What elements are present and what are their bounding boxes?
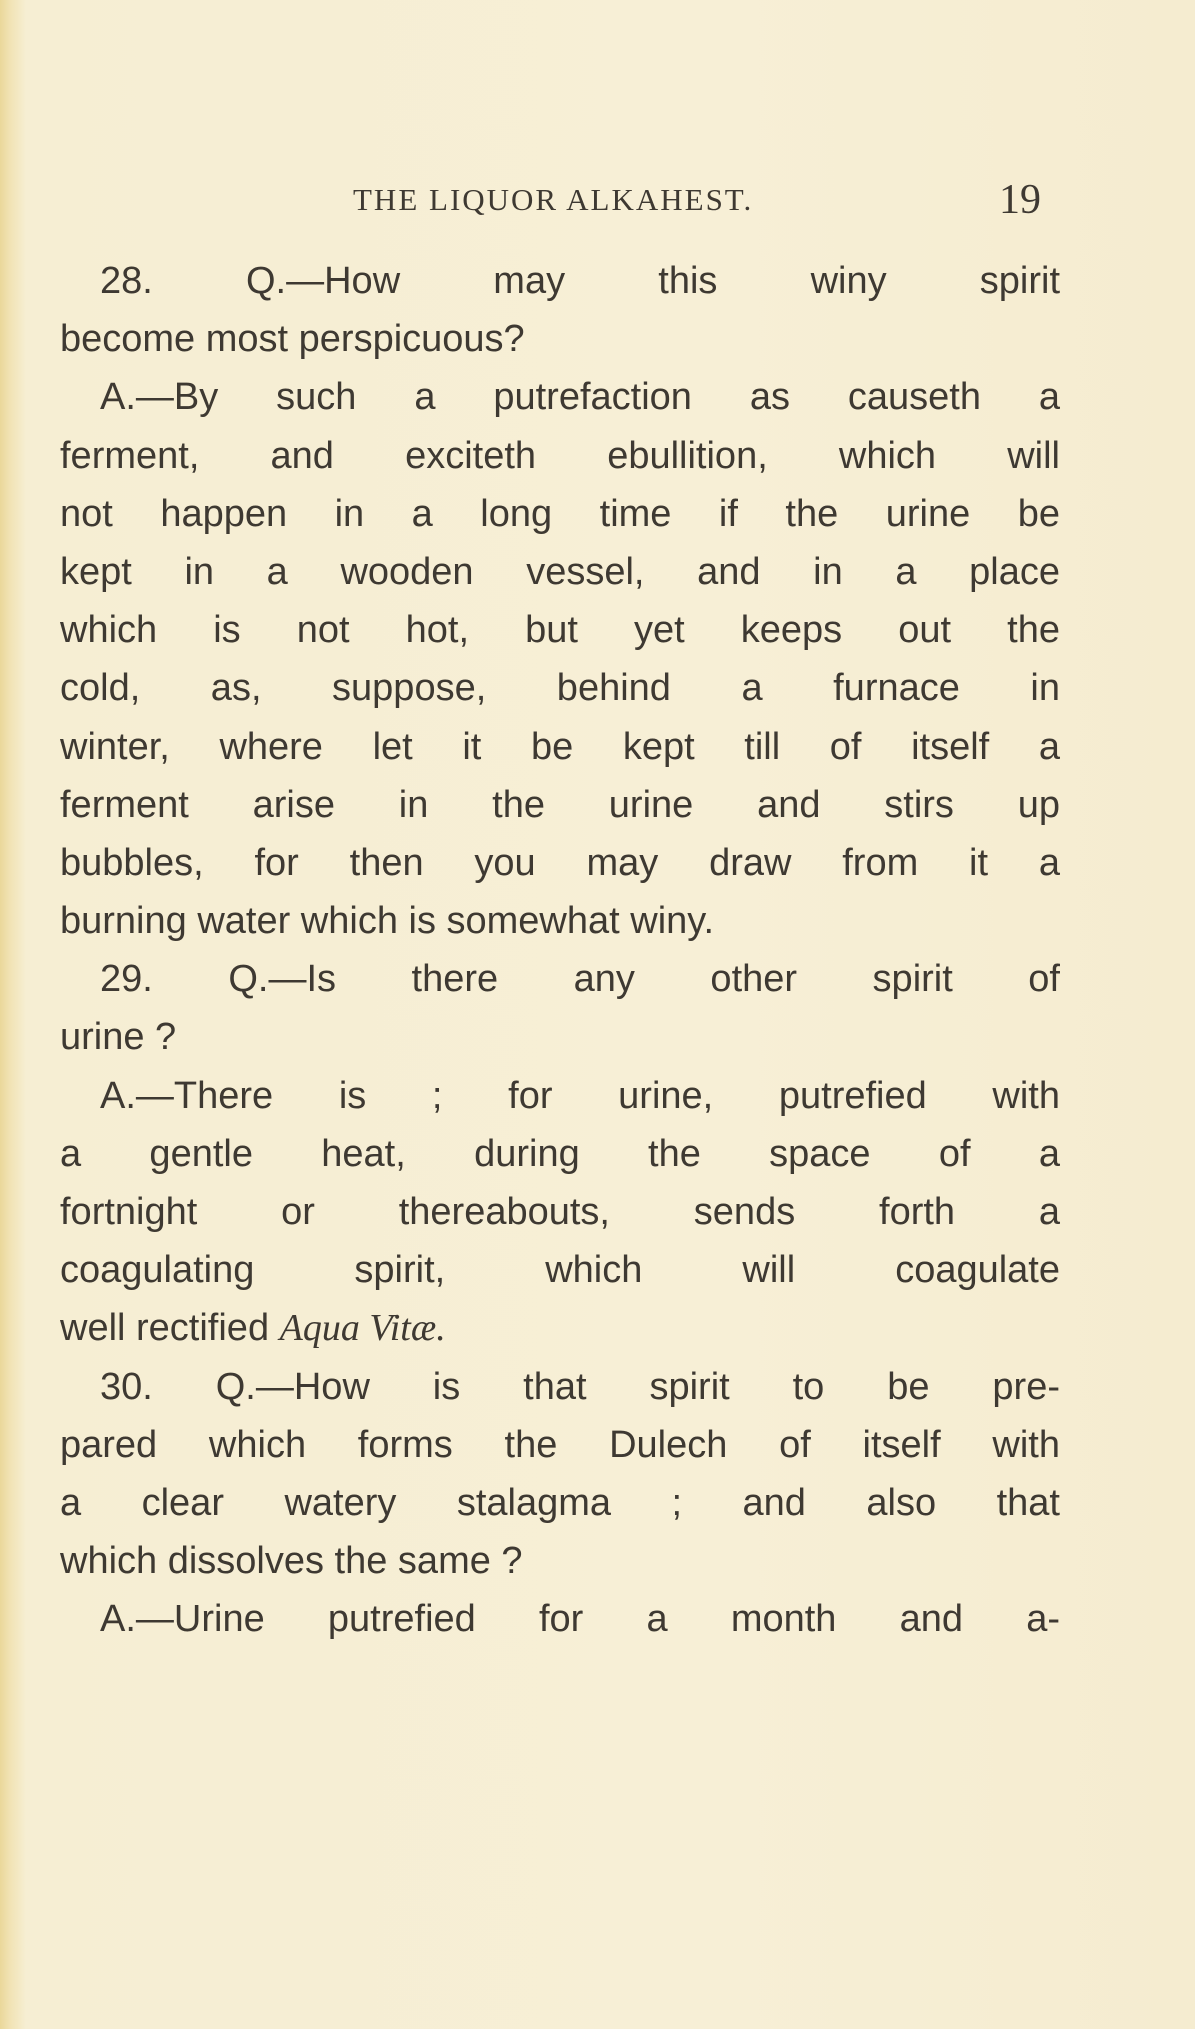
text-line: not happen in a long time if the urine be (60, 492, 1060, 535)
page-number: 19 (999, 177, 1041, 223)
running-head: THE LIQUOR ALKAHEST. (353, 182, 754, 217)
text-line: A.—Urine putrefied for a month and a- (100, 1598, 1060, 1641)
text-line: which is not hot, but yet keeps out the (60, 609, 1060, 652)
page-header (0, 177, 1195, 223)
text-line: well rectified Aqua Vitæ. (60, 1307, 446, 1350)
text-line: 28. Q.—How may this winy spirit (100, 260, 1060, 302)
text-line: 30. Q.—How is that spirit to be pre- (100, 1365, 1060, 1408)
text-line: burning water which is somewhat winy. (60, 900, 715, 943)
text-line: become most perspicuous? (60, 318, 525, 361)
latin-phrase: Aqua Vitæ. (279, 1307, 446, 1350)
body-text (60, 252, 1060, 1649)
text-line: bubbles, for then you may draw from it a (60, 841, 1060, 884)
text-line: A.—There is ; for urine, putrefied with (100, 1074, 1060, 1117)
text-line: urine ? (60, 1016, 177, 1059)
text-line: coagulating spirit, which will coagulate (60, 1249, 1060, 1292)
text-line: winter, where let it be kept till of itself a (60, 725, 1060, 768)
text-line: a clear watery stalagma ; and also that (60, 1481, 1060, 1524)
text-line: ferment arise in the urine and stirs up (60, 783, 1060, 826)
text-line: a gentle heat, during the space of a (60, 1132, 1060, 1175)
text-line: A.—By such a putrefaction as causeth a (100, 376, 1060, 419)
text-line: ferment, and exciteth ebullition, which will (60, 434, 1060, 477)
text-line: kept in a wooden vessel, and in a place (60, 550, 1060, 593)
text-line: cold, as, suppose, behind a furnace in (60, 667, 1060, 710)
text-line: which dissolves the same ? (60, 1540, 523, 1583)
text-line: pared which forms the Dulech of itself with (60, 1423, 1060, 1466)
text-line: 29. Q.—Is there any other spirit of (100, 958, 1060, 1001)
text-line: fortnight or thereabouts, sends forth a (60, 1191, 1060, 1233)
